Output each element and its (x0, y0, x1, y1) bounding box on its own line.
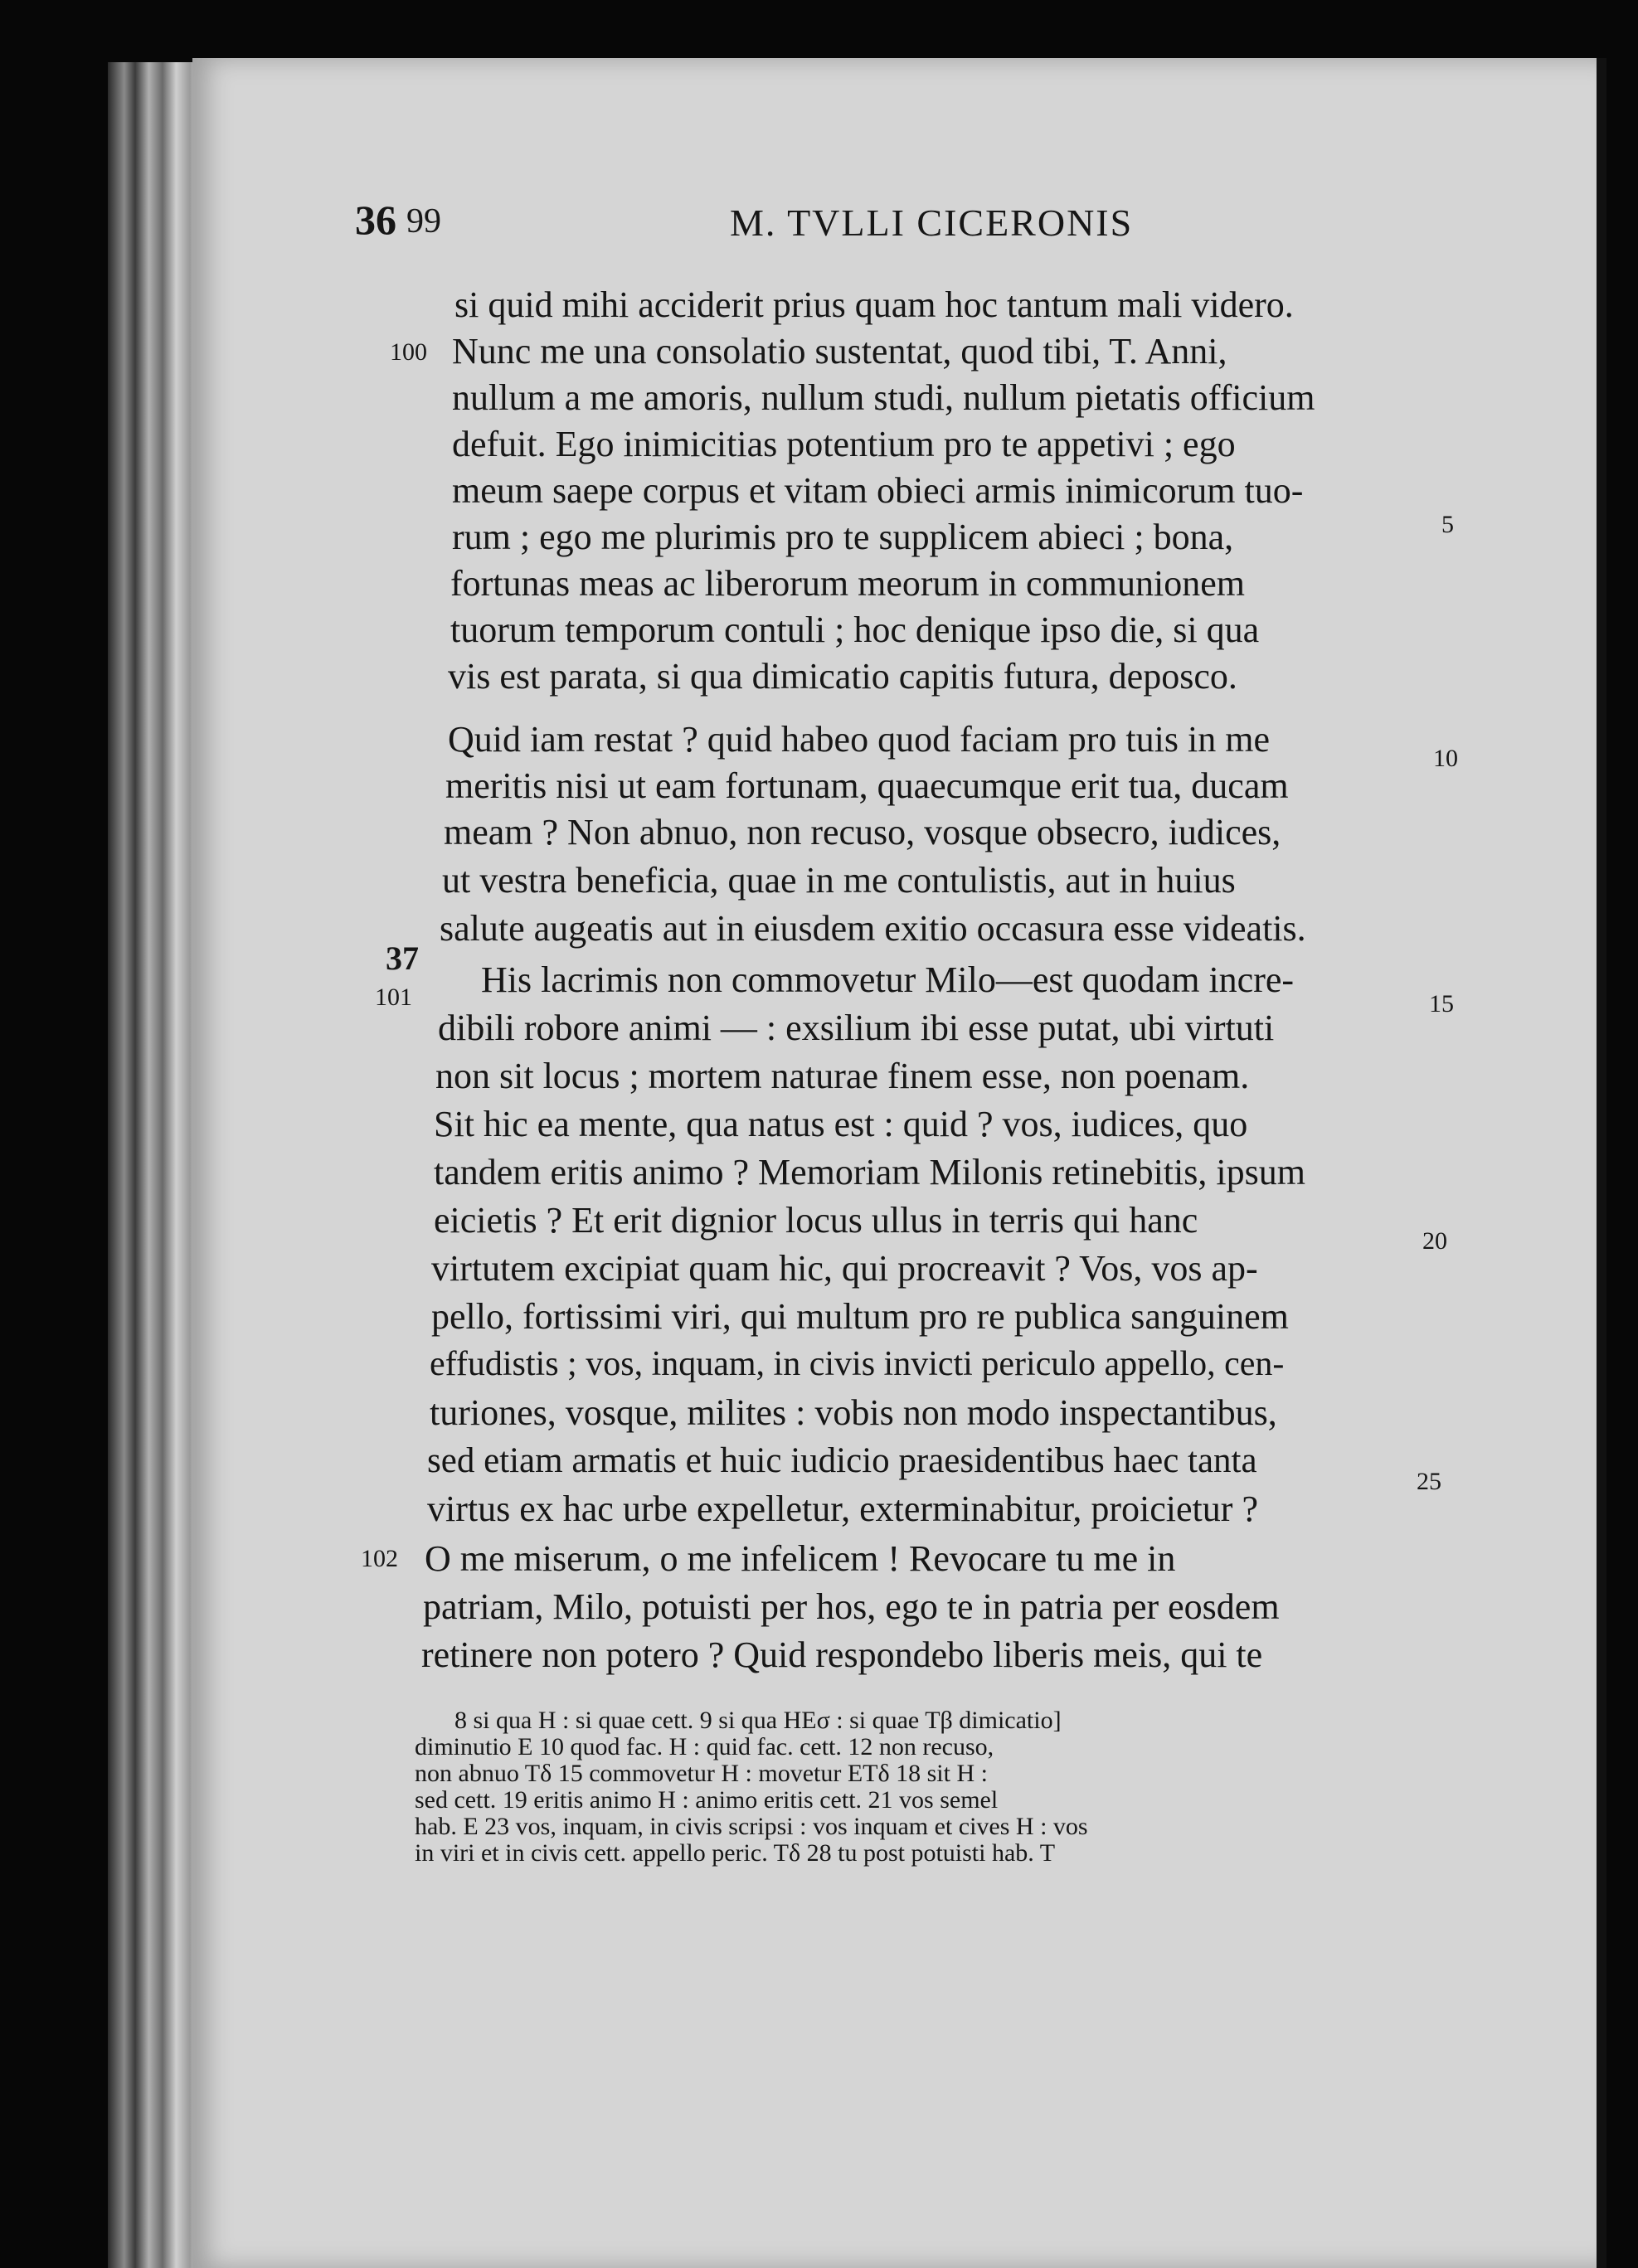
text-line: effudistis ; vos, inquam, in civis invicti periculo appello, cen- (430, 1345, 1285, 1383)
text-line: si quid mihi acciderit prius quam hoc tantum mali videro. (454, 284, 1294, 325)
footnote-line: 8 si qua H : si quae cett. 9 si qua HEσ : si quae Tβ dimicatio] (454, 1707, 1062, 1734)
text-line: ut vestra beneficia, quae in me contulistis, aut in huius (442, 860, 1236, 901)
margin-section-number: 102 (361, 1545, 398, 1572)
text-line: retinere non potero ? Quid respondebo liberis meis, qui te (421, 1634, 1263, 1675)
text-line: Quid iam restat ? quid habeo quod faciam pro tuis in me (448, 719, 1270, 760)
line-number: 25 (1417, 1468, 1441, 1495)
text-line: Sit hic ea mente, qua natus est : quid ? vos, iudices, quo (434, 1104, 1248, 1144)
margin-section-number: 100 (390, 338, 427, 366)
running-title: M. TVLLI CICERONIS (730, 202, 1134, 244)
text-line: fortunas meas ac liberorum meorum in communionem (450, 563, 1245, 604)
text-line: tandem eritis animo ? Memoriam Milonis retinebitis, ipsum (434, 1152, 1305, 1192)
page-right-edge (1597, 58, 1606, 2268)
text-line: dibili robore animi — : exsilium ibi esse putat, ubi virtuti (438, 1008, 1275, 1048)
footnote-line: diminutio E 10 quod fac. H : quid fac. cett. 12 non recuso, (415, 1733, 994, 1760)
line-number: 15 (1429, 990, 1454, 1017)
line-number: 5 (1441, 511, 1454, 538)
text-line: salute augeatis aut in eiusdem exitio occasura esse videatis. (440, 908, 1306, 949)
line-number: 10 (1433, 745, 1458, 772)
text-line: meum saepe corpus et vitam obieci armis inimicorum tuo- (452, 470, 1304, 511)
text-line: pello, fortissimi viri, qui multum pro re publica sanguinem (431, 1296, 1289, 1337)
margin-section-number: 101 (375, 983, 412, 1011)
book-binding (108, 62, 199, 2268)
footnote-line: non abnuo Tδ 15 commovetur H : movetur ETδ 18 sit H : (415, 1760, 988, 1787)
footnote-line: sed cett. 19 eritis animo H : animo eritis cett. 21 vos semel (415, 1786, 999, 1814)
text-line: vis est parata, si qua dimicatio capitis futura, deposco. (448, 656, 1237, 697)
text-line: tuorum temporum contuli ; hoc denique ipso die, si qua (450, 609, 1260, 650)
section-number: 36 (355, 197, 396, 243)
text-line: non sit locus ; mortem naturae finem esse, non poenam. (435, 1056, 1250, 1096)
footnote-line: in viri et in civis cett. appello peric. Tδ 28 tu post potuisti hab. T (415, 1839, 1056, 1867)
text-line: virtutem excipiat quam hic, qui procreavit ? Vos, vos ap- (431, 1248, 1258, 1289)
text-line: meam ? Non abnuo, non recuso, vosque obsecro, iudices, (444, 812, 1281, 852)
page-number: 99 (406, 202, 441, 240)
line-number: 20 (1422, 1227, 1447, 1255)
text-line: defuit. Ego inimicitias potentium pro te appetivi ; ego (452, 424, 1236, 464)
text-line: eicietis ? Et erit dignior locus ullus in terris qui hanc (434, 1200, 1198, 1241)
text-line: nullum a me amoris, nullum studi, nullum pietatis officium (452, 377, 1315, 418)
text-line: Nunc me una consolatio sustentat, quod tibi, T. Anni, (452, 331, 1227, 372)
text-line: sed etiam armatis et huic iudicio praesidentibus haec tanta (427, 1441, 1257, 1480)
text-line: meritis nisi ut eam fortunam, quaecumque erit tua, ducam (445, 765, 1289, 806)
margin-chapter-number: 37 (386, 940, 419, 977)
text-line: His lacrimis non commovetur Milo—est quodam incre- (481, 959, 1295, 1000)
text-line: O me miserum, o me infelicem ! Revocare tu me in (425, 1538, 1176, 1579)
text-line: rum ; ego me plurimis pro te supplicem abieci ; bona, (452, 517, 1234, 557)
text-line: virtus ex hac urbe expelletur, exterminabitur, proicietur ? (427, 1489, 1258, 1529)
text-line: turiones, vosque, milites : vobis non modo inspectantibus, (430, 1392, 1277, 1433)
text-line: patriam, Milo, potuisti per hos, ego te in patria per eosdem (423, 1586, 1280, 1627)
footnote-line: hab. E 23 vos, inquam, in civis scripsi : vos inquam et cives H : vos (415, 1813, 1088, 1840)
